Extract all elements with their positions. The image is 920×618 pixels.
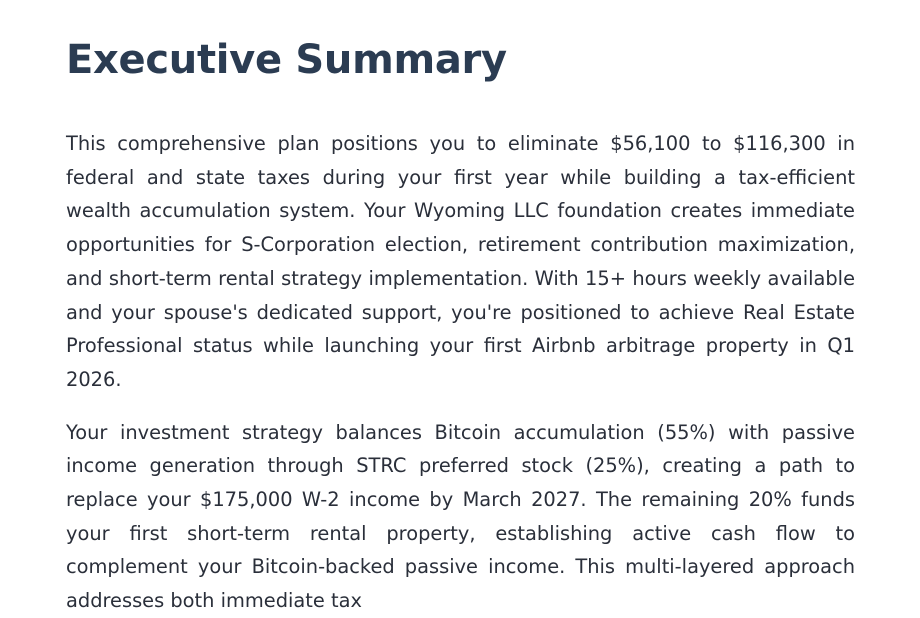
page-title: Executive Summary [66,37,507,83]
summary-paragraph-1: This comprehensive plan positions you to eliminate $56,100 to $116,300 in federal and state taxes during your first year while building a tax-efficient wealth accumulation system. Your Wyoming LLC foundation creates immediate opportunities for S-Corporation election, retirement contribution maximization, and short-term rental strategy implementation. With 15+ hours weekly available and your spouse's dedicated support, you're positioned to achieve Real Estate Professional status while launching your first Airbnb arbitrage property in Q1 2026. [66,132,855,391]
summary-paragraph-2: Your investment strategy balances Bitcoin accumulation (55%) with passive income generation through STRC preferred stock (25%), creating a path to replace your $175,000 W-2 income by March 2027. The remaining 20% funds your first short-term rental property, establishing active cash flow to complement your Bitcoin-backed passive income. This multi-layered approach addresses both immediate tax [66,420,855,613]
